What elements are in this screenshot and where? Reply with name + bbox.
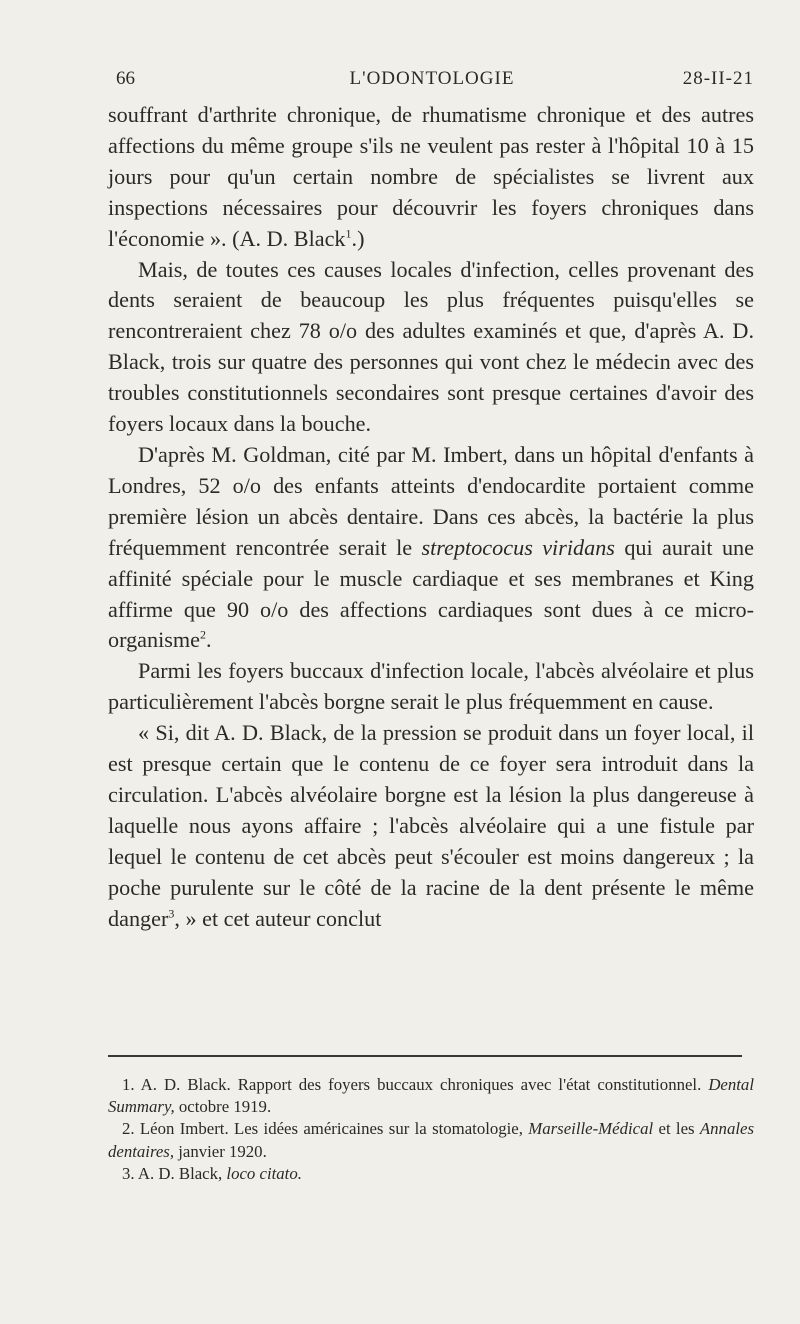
- paragraph-2: Mais, de toutes ces causes locales d'infection, celles provenant des dents seraient de beaucoup les plus fréquentes puisqu'elles se rencontreraient chez 78 o/o des adultes examinés et que, d'après A. D. Black, trois sur quatre des personnes qui vont chez le médecin avec des troubles constitutionnels secondaires sont presque certaines d'avoir des foyers locaux dans la bouche.: [108, 256, 754, 437]
- footnote-2-text-a: 2. Léon Imbert. Les idées américaines sur la stomatologie,: [122, 1119, 529, 1139]
- paragraph-3-end: .: [206, 627, 212, 653]
- running-header: [110, 64, 754, 94]
- journal-title: L'ODONTOLOGIE: [349, 68, 515, 89]
- paragraph-3-text-a: D'après M. Goldman, cité par M. Imbert, dans un hôpital d'enfants à Londres, 52 o/o des enfants atteints d'endocardite portaient comme première lésion un abcès dentaire. Dans ces abcès, la bactérie la plus fréquemment rencontrée serait le: [108, 441, 754, 560]
- footnote-1: [108, 1074, 754, 1118]
- body-text: [108, 100, 754, 934]
- footnotes: [108, 1074, 754, 1185]
- paragraph-1-end: .): [351, 225, 365, 251]
- footnote-ref-2: 2: [200, 628, 207, 643]
- footnote-1-text-b: octobre 1919.: [174, 1097, 272, 1117]
- paragraph-3-italic: streptococus viridans: [421, 534, 615, 560]
- footnote-3-text-a: 3. A. D. Black,: [122, 1163, 227, 1183]
- paragraph-5: [108, 718, 754, 934]
- paragraph-5-text-b: , » et cet auteur conclut: [174, 905, 382, 931]
- footnote-1-italic: Dental Summary,: [108, 1075, 754, 1117]
- footnote-3-italic: loco citato.: [226, 1163, 302, 1183]
- footnote-ref-3: 3: [168, 906, 175, 921]
- footnote-2-italic-1: Marseille-Médical: [528, 1119, 654, 1139]
- footnote-ref-1: 1: [345, 226, 352, 241]
- footnote-2-text-b: et les: [653, 1119, 700, 1139]
- footnote-2-italic-2: Annales dentaires,: [108, 1119, 754, 1161]
- issue-date: 28-II-21: [682, 68, 754, 89]
- paragraph-4: Parmi les foyers buccaux d'infection locale, l'abcès alvéolaire et plus particulièrement l'abcès borgne serait le plus fréquemment en cause.: [108, 658, 754, 715]
- footnote-2-text-c: janvier 1920.: [174, 1141, 267, 1161]
- paragraph-5-text-a: « Si, dit A. D. Black, de la pression se produit dans un foyer local, il est presque certain que le contenu de ce foyer sera introduit dans la circulation. L'abcès alvéolaire borgne est la lésion la plus dangereuse à laquelle nous ayons affaire ; l'abcès alvéolaire qui a une fistule par lequel le contenu de cet abcès peut s'écouler est moins dangereux ; la poche purulente sur le côté de la racine de la dent présente le même danger: [108, 720, 754, 931]
- paragraph-1-text: souffrant d'arthrite chronique, de rhumatisme chronique et des autres affections du même groupe s'ils ne veulent pas rester à l'hôpital 10 à 15 jours pour qu'un certain nombre de spécialistes se livrent aux inspections nécessaires pour découvrir les foyers chroniques dans l'économie ». (A. D. Black: [108, 102, 754, 251]
- footnote-divider: [108, 1055, 742, 1057]
- paragraph-1: [108, 100, 754, 255]
- footnote-1-text-a: 1. A. D. Black. Rapport des foyers buccaux chroniques avec l'état constitutionnel.: [122, 1075, 709, 1094]
- paragraph-3: [108, 440, 754, 656]
- paragraph-3-text-b: qui aurait une affinité spéciale pour le muscle cardiaque et ses membranes et King affirme que 90 o/o des affections cardiaques sont dues à ce micro-organisme: [108, 534, 754, 653]
- page-number: 66: [116, 68, 135, 89]
- footnote-2: [108, 1118, 754, 1162]
- footnote-3: [108, 1163, 754, 1185]
